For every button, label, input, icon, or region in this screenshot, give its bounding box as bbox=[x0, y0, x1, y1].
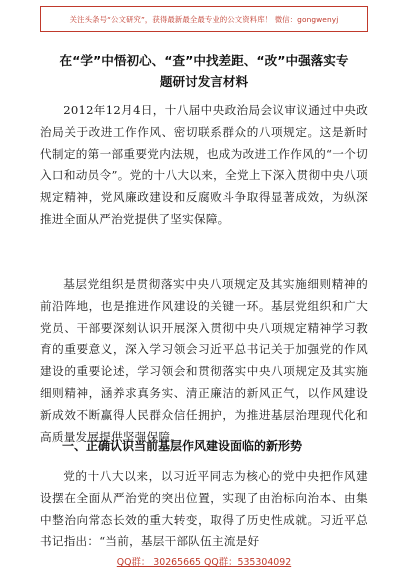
section-heading: 一、正确认识当前基层作风建设面临的新形势 bbox=[62, 439, 303, 453]
body-paragraph-1: 2012年12月4日，十八届中央政治局会议审议通过中央政治局关于改进工作作风、密切联系群众的八项规定。这是新时代制定的第一部重要党内法规，也成为改进工作作风的“一个切入口和动员令”。党的十八大以来，全党上下深入贯彻中央八项规定精神，党风廉政建设和反腐败斗争取得显著成效，为纵深推进全面从严治党提供了坚实保障。 bbox=[40, 103, 368, 226]
body-paragraph-3: 党的十八大以来，以习近平同志为核心的党中央把作风建设摆在全面从严治党的突出位置，实现了由治标向治本、由集中整治向常态长效的重大转变，取得了历史性成就。习近平总书记指出：“当前，基层干部队伍主流是好 bbox=[40, 469, 368, 549]
document-title-line-2: 题研讨发言材料 bbox=[159, 74, 249, 89]
document-title-line-1: 在“学”中悟初心、“查”中找差距、“改”中强落实专 bbox=[59, 53, 349, 68]
promo-banner bbox=[40, 6, 368, 32]
promo-banner-text: 关注头条号“公文研究”，获得最新最全最专业的公文资料库！ 微信：gongwenyj bbox=[69, 14, 339, 24]
qq-group-footer: QQ群： 30265665 QQ群：535304092 bbox=[116, 557, 292, 568]
body-paragraph-2: 基层党组织是贯彻落实中央八项规定及其实施细则精神的前沿阵地，也是推进作风建设的关键一环。基层党组织和广大党员、干部要深刻认识开展深入贯彻中央八项规定精神学习教育的重要意义，深入学习领会习近平总书记关于加强党的作风建设的重要论述，学习领会和贯彻落实中央八项规定及其实施细则精神，涵养求真务实、清正廉洁的新风正气，以作风建设新成效不断赢得人民群众信任拥护，为推进基层治理现代化和高质量发展提供坚强保障。 bbox=[40, 277, 368, 444]
